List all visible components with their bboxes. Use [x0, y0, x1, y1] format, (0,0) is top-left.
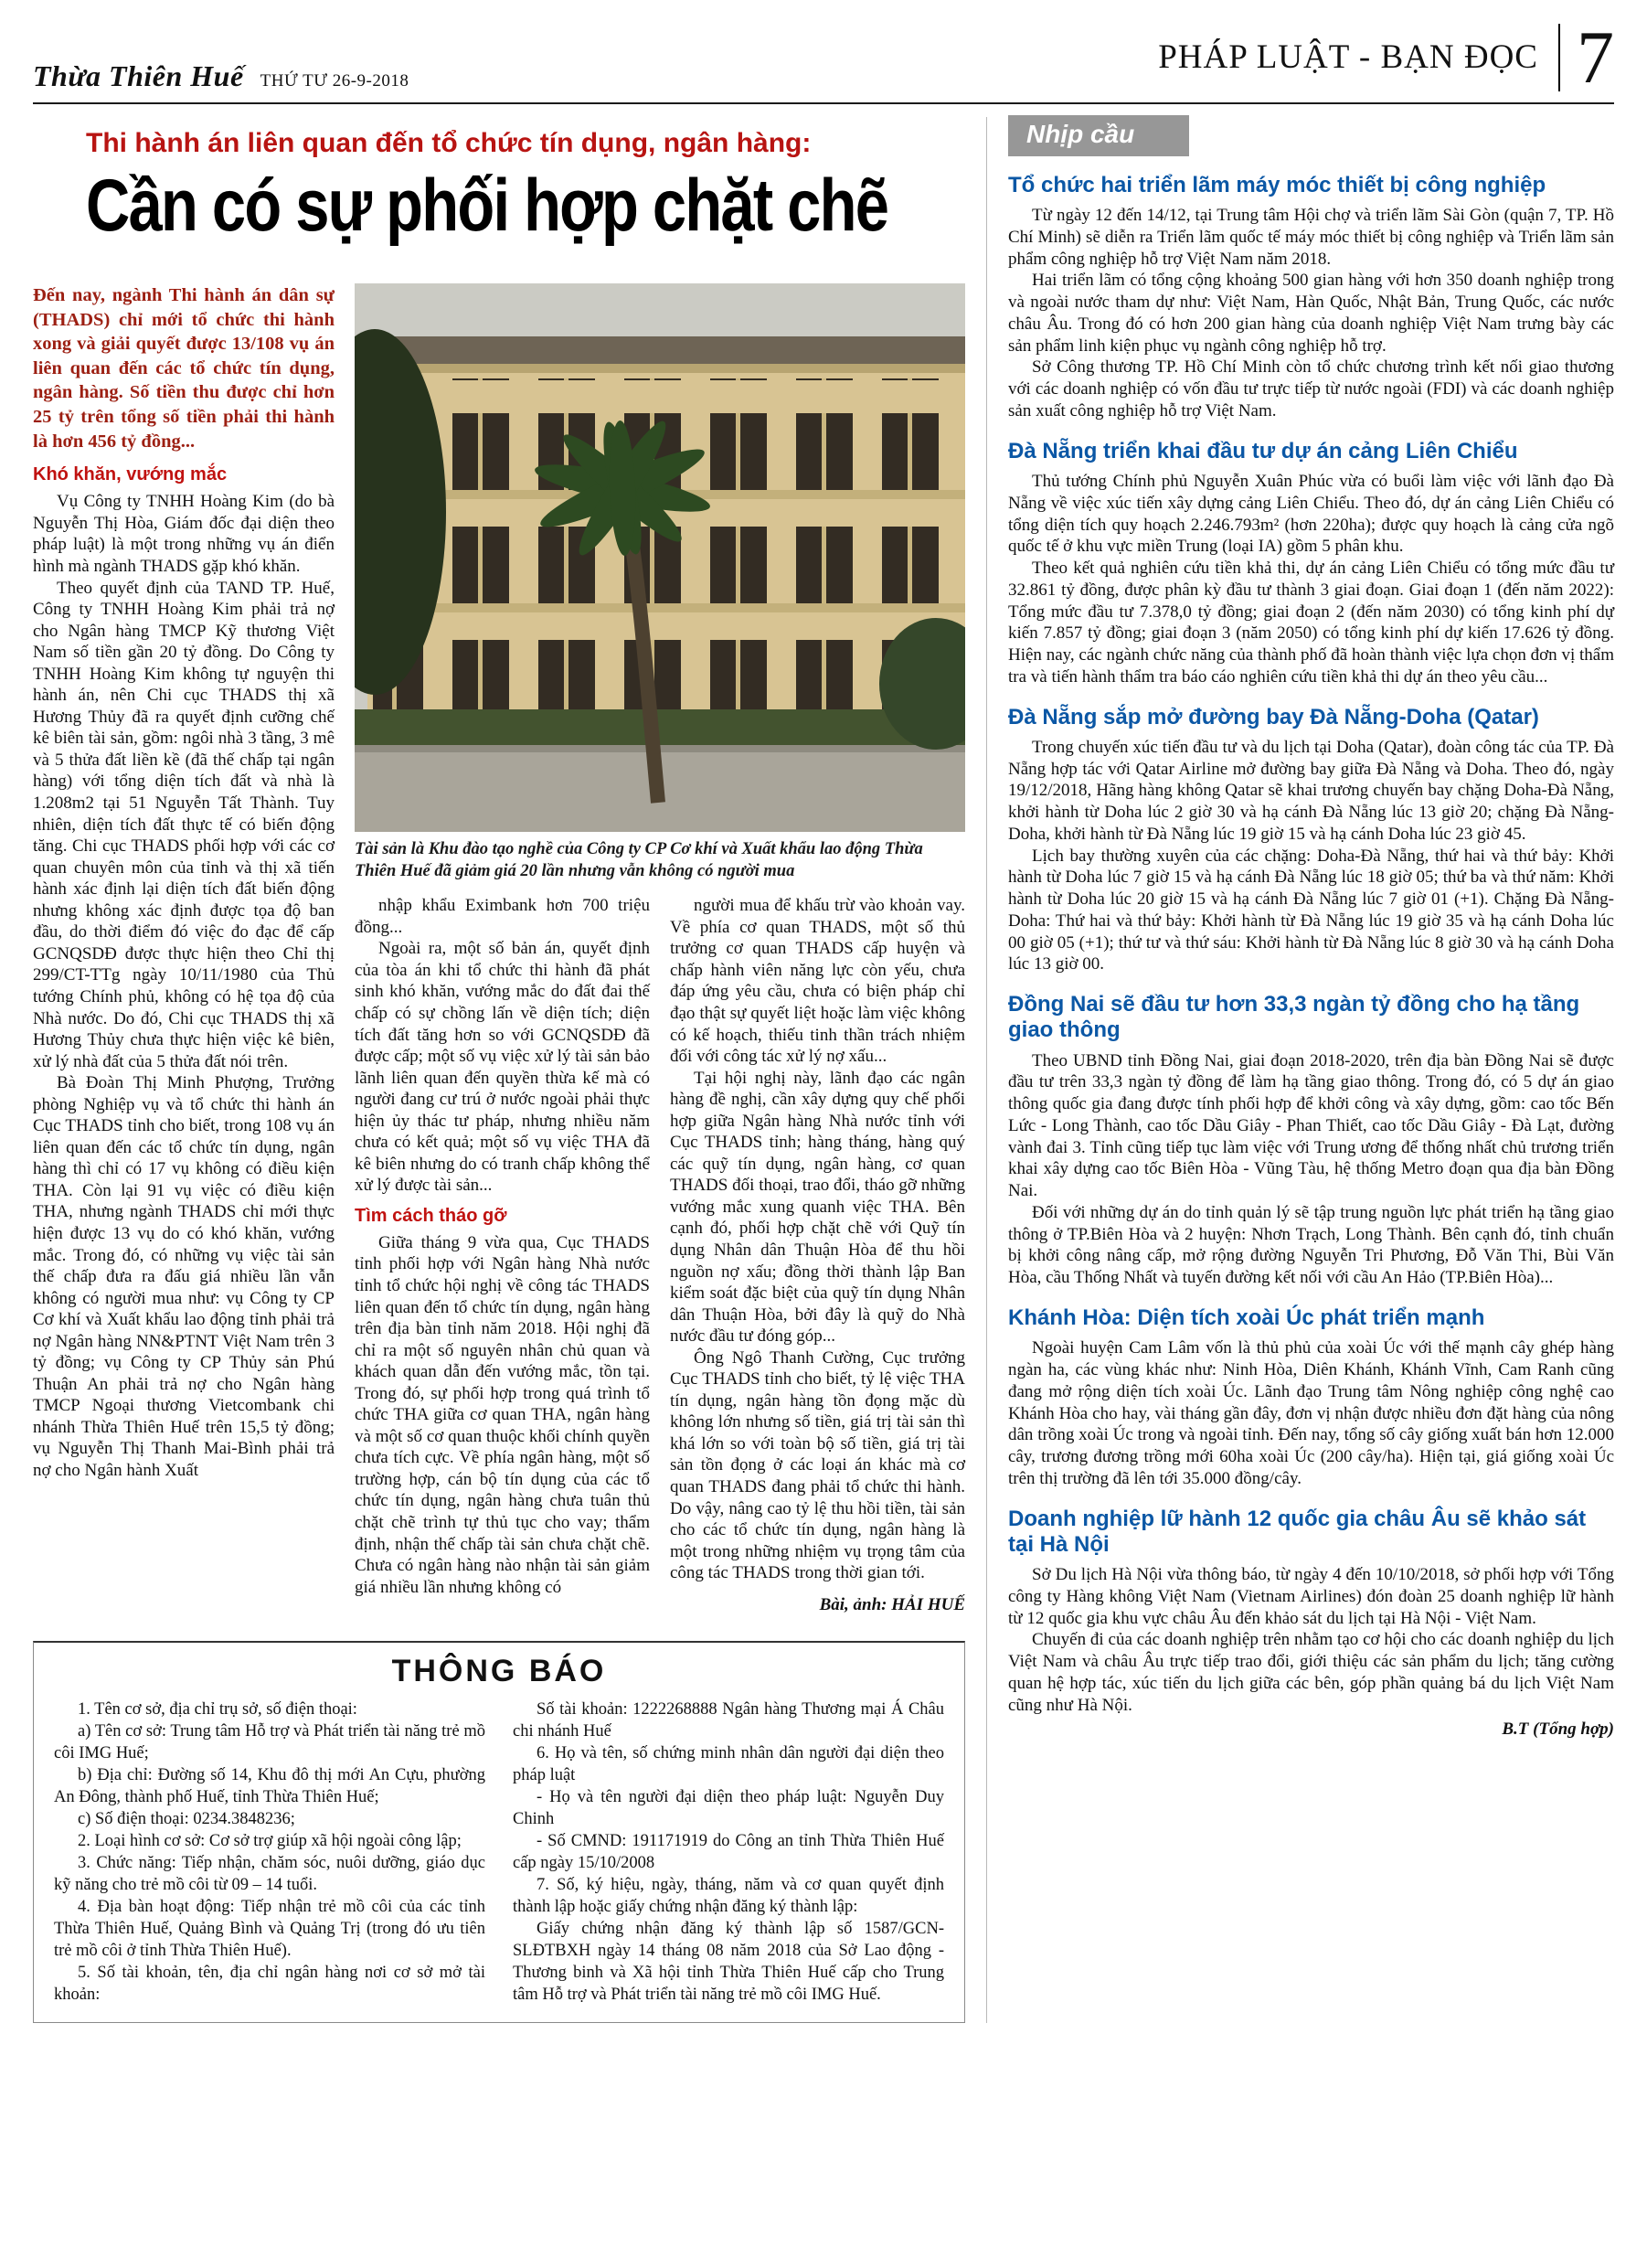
notice-item: 6. Họ và tên, số chứng minh nhân dân người đại diện theo pháp luật	[513, 1743, 944, 1784]
paragraph: Ngoài ra, một số bản án, quyết định của tòa án khi tổ chức thi hành đã phát sinh khó khăn, vướng mắc do đất đai thế chấp có sự chồng lấn về diện tích; diện tích đất tăng hơn so với GCNQSDĐ đã được cấp; một số vụ việc xử lý tài sản bảo lãnh liên quan đến quyền thừa kế mà có người đang cư trú ở nước ngoài phải thực hiện ủy thác tư pháp, nhưng nhiều năm chưa có kết quả; một số vụ việc THA đã kê biên nhưng do có tranh chấp không thể xử lý được tài sản...	[355, 939, 650, 1196]
sidebar-article	[1008, 1507, 1614, 1741]
paragraph: Lịch bay thường xuyên của các chặng: Doha-Đà Nẵng, thứ hai và thứ bảy: Khởi hành từ Doha lúc 7 giờ 15 và hạ cánh Đà Nẵng lúc 18 giờ 05; thứ ba và thứ năm: Khởi hành từ Doha lúc 20 giờ 15 và hạ cánh Đà Nẵng lúc 7 giờ 01 (+1). Chặng Đà Nẵng-Doha: Thứ hai và thứ bảy: Khởi hành từ Đà Nẵng lúc 19 giờ 35 và hạ cánh Doha lúc 00 giờ 05 (+1); thứ tư và thứ sáu: Khởi hành từ Đà Nẵng lúc 8 giờ 30 và hạ cánh Doha lúc 13 giờ 00.	[1008, 846, 1614, 974]
sidebar-article	[1008, 173, 1614, 422]
notice-box	[33, 1641, 965, 2024]
sidebar-article-title: Doanh nghiệp lữ hành 12 quốc gia châu Âu sẽ khảo sát tại Hà Nội	[1008, 1506, 1587, 1557]
paragraph: Sở Công thương TP. Hồ Chí Minh còn tổ chức chương trình kết nối giao thương với các doanh nghiệp có vốn đầu tư trực tiếp từ nước ngoài (FDI) và các doanh nghiệp sản xuất công nghiệp hỗ trợ Việt Nam.	[1008, 357, 1614, 421]
sidebar-article	[1008, 1305, 1614, 1490]
notice-item: 4. Địa bàn hoạt động: Tiếp nhận trẻ mồ côi của các tỉnh Thừa Thiên Huế, Quảng Bình và Quảng Trị (trong đó ưu tiên trẻ mồ côi ở tỉnh Thừa Thiên Huế).	[54, 1898, 485, 1961]
article-body	[33, 283, 965, 1615]
notice-item: - Họ và tên người đại diện theo pháp luật: Nguyễn Duy Chinh	[513, 1787, 944, 1828]
article-column-2	[355, 895, 650, 1615]
sidebar-badge: Nhịp cầu	[1008, 115, 1189, 156]
issue-date: THỨ TƯ 26-9-2018	[260, 70, 409, 91]
sidebar-article-title: Đồng Nai sẽ đầu tư hơn 33,3 ngàn tỷ đồng cho hạ tầng giao thông	[1008, 992, 1580, 1043]
paragraph: Hai triển lãm có tổng cộng khoảng 500 gian hàng với hơn 350 doanh nghiệp trong và ngoài nước tham dự như: Việt Nam, Hàn Quốc, Nhật Bản, Trung Quốc, các nước châu Âu. Trong đó có hơn 200 gian hàng của doanh nghiệp Việt Nam trưng bày các sản phẩm linh kiện phục vụ ngành công nghiệp hỗ trợ.	[1008, 271, 1614, 356]
masthead-block	[33, 59, 409, 93]
photo-illustration	[355, 283, 965, 832]
sidebar-article-title: Khánh Hòa: Diện tích xoài Úc phát triển mạnh	[1008, 1304, 1485, 1330]
notice-column-left	[54, 1698, 485, 2007]
photo-caption: Tài sản là Khu đào tạo nghề của Công ty CP Cơ khí và Xuất khẩu lao động Thừa Thiên Huế đã giảm giá 20 lần nhưng vẫn không có người mua	[355, 839, 923, 880]
paragraph: Ông Ngô Thanh Cường, Cục trưởng Cục THADS tỉnh cho biết, tỷ lệ việc THA tín dụng, ngân hàng tồn đọng mặc dù không lớn nhưng số tiền, giá trị tài sản thì khá lớn so với toàn bộ số tiền, giá trị tài sản tồn đọng ở các loại án khác mà cơ quan THADS đang phải tổ chức thi hành. Do vậy, nâng cao tỷ lệ thu hồi tiền, tài sản cho các tổ chức tín dụng, ngân hàng là một trong những nhiệm vụ trọng tâm của công tác THADS trong thời gian tới.	[670, 1347, 965, 1583]
article-lead: Đến nay, ngành Thi hành án dân sự (THADS) chỉ mới tổ chức thi hành xong và giải quyết được 13/108 vụ án liên quan đến các tổ chức tín dụng, ngân hàng. Số tiền thu được chỉ hơn 25 tỷ trên tổng số tiền phải thi hành là hơn 456 tỷ đồng...	[33, 284, 335, 452]
paragraph: nhập khẩu Eximbank hơn 700 triệu đồng...	[355, 896, 650, 937]
pagenum-divider	[1558, 24, 1560, 91]
paragraph: Trong chuyến xúc tiến đầu tư và du lịch tại Doha (Qatar), đoàn công tác của TP. Đà Nẵng hợp tác với Qatar Airline mở đường bay giữa Đà Nẵng và Doha. Theo đó, ngày 19/12/2018, Hãng hàng không Qatar sẽ khai trương chuyến bay chặng Doha-Đà Nẵng, khởi hành từ Doha lúc 2 giờ 30 và hạ cánh Đà Nẵng lúc 13 giờ 20; chặng Đà Nẵng-Doha, khởi hành từ Đà Nẵng lúc 19 giờ 15 và hạ cánh Doha lúc 23 giờ 45.	[1008, 737, 1614, 844]
paragraph: Thủ tướng Chính phủ Nguyễn Xuân Phúc vừa có buổi làm việc với lãnh đạo Đà Nẵng về việc xúc tiến xây dựng cảng Liên Chiểu. Theo đó, dự án cảng Liên Chiểu có tổng diện tích quy hoạch 2.246.793m² (hơn 220ha); được quy hoạch là cảng cửa ngõ quốc tế ở khu vực miền Trung (loại IA) gồm 5 phân khu.	[1008, 472, 1614, 557]
article-byline: Bài, ảnh: HẢI HUẾ	[819, 1594, 965, 1614]
sidebar-article	[1008, 439, 1614, 688]
paragraph: người mua để khấu trừ vào khoản vay. Về phía cơ quan THADS, một số thủ trưởng cơ quan THADS cấp huyện và chấp hành viên năng lực còn yếu, chưa đáp ứng yêu cầu, chưa có biện pháp chỉ đạo thật sự quyết liệt hoặc làm việc không có kế hoạch, thiếu tinh thần trách nhiệm đối với công tác xử lý nợ xấu...	[670, 896, 965, 1067]
article-right-area	[355, 283, 965, 1615]
sidebar-article-title: Đà Nẵng triển khai đầu tư dự án cảng Liên Chiểu	[1008, 438, 1518, 463]
page-number: 7	[1577, 16, 1614, 99]
paragraph: Vụ Công ty TNHH Hoàng Kim (do bà Nguyễn Thị Hòa, Giám đốc đại diện theo pháp luật) là một trong những vụ án điển hình mà ngành THADS gặp khó khăn.	[33, 492, 335, 577]
article-column-1	[33, 283, 335, 1615]
paragraph: Tại hội nghị này, lãnh đạo các ngân hàng đề nghị, cần xây dựng quy chế phối hợp giữa Ngân hàng Nhà nước tỉnh với Cục THADS tỉnh; hàng tháng, hàng quý các quỹ tín dụng, ngân hàng, cơ quan THADS đối thoại, trao đổi, tháo gỡ những vướng mắc xung quanh việc THA. Bên cạnh đó, phối hợp chặt chẽ với Quỹ tín dụng Nhân dân Thuận Hòa để thu hồi nguồn nợ xấu; đồng thời thành lập Ban kiểm soát đặc biệt của quỹ tín dụng Nhân dân Thuận Hòa, bởi đây là quỹ do Nhà nước đầu tư đóng góp...	[670, 1068, 965, 1347]
sidebar-nhip-cau	[1008, 113, 1614, 2024]
notice-columns	[54, 1698, 944, 2007]
article-lower-columns	[355, 895, 965, 1615]
paragraph: Theo kết quả nghiên cứu tiền khả thi, dự án cảng Liên Chiểu có tổng mức đầu tư 32.861 tỷ đồng, được phân kỳ đầu tư thành 3 giai đoạn. Giai đoạn 1 (đến năm 2022): Tổng mức đầu tư 7.378,0 tỷ đồng; giai đoạn 2 (đến năm 2030) có tổng kinh phí dự kiến 7.857 tỷ đồng; giai đoạn 3 (năm 2050) có tổng kinh phí dự kiến 17.626 tỷ đồng. Hiện nay, các ngành chức năng của thành phố đã hoàn thành việc lựa chọn đơn vị thẩm tra và tiến hành thẩm tra báo cáo nghiên cứu tiền khả thi dự án theo yêu cầu...	[1008, 559, 1614, 687]
page-header	[33, 16, 1614, 104]
article-kicker: Thi hành án liên quan đến tổ chức tín dụng, ngân hàng:	[86, 127, 812, 158]
paragraph: Giữa tháng 9 vừa qua, Cục THADS tỉnh phối hợp với Ngân hàng Nhà nước tỉnh tổ chức hội nghị về công tác THADS liên quan đến tổ chức tín dụng, ngân hàng trên địa bàn tỉnh năm 2018. Hội nghị đã chỉ ra một số nguyên nhân chủ quan và khách quan dẫn đến vướng mắc, tồn tại. Trong đó, sự phối hợp trong quá trình tổ chức THA giữa cơ quan THA, ngân hàng và một số cơ quan thuộc khối chính quyền chưa tích cực. Về phía ngân hàng, một số trường hợp, cán bộ tín dụng của các tổ chức tín dụng, ngân hàng chưa tuân thủ chặt chẽ trình tự thủ tục cho vay; thẩm định, nhận thế chấp tài sản chưa chặt chẽ. Chưa có ngân hàng nào nhận tài sản giảm giá nhiều lần nhưng không có	[355, 1232, 650, 1597]
notice-item: 7. Số, ký hiệu, ngày, tháng, năm và cơ quan quyết định thành lập hoặc giấy chứng nhận đăng ký thành lập:	[513, 1876, 944, 1917]
column-divider	[986, 117, 987, 2024]
section-title: PHÁP LUẬT - BẠN ĐỌC	[1158, 38, 1538, 77]
article-column-3	[670, 895, 965, 1615]
notice-item: 5. Số tài khoản, tên, địa chỉ ngân hàng nơi cơ sở mở tài khoản:	[54, 1964, 485, 2005]
article-subhead-1: Khó khăn, vướng mắc	[33, 464, 228, 485]
content-area	[33, 113, 1614, 2024]
paragraph: Theo UBND tỉnh Đồng Nai, giai đoạn 2018-2020, trên địa bàn Đồng Nai sẽ được đầu tư trên 33,3 ngàn tỷ đồng để làm hạ tầng giao thông. Trong đó, có 5 dự án giao thông quốc gia đang được tính phối hợp để khởi công và xây dựng, gồm: cao tốc Bến Lức - Long Thành, cao tốc Dầu Giây - Phan Thiết, cao tốc Dầu Giây - Đà Lạt, đường vành đai 3. Tỉnh cũng tiếp tục làm việc với Trung ương để thống nhất chủ trương triển khai xây dựng cao tốc Biên Hòa - Vũng Tàu, hệ thống Metro đoạn qua địa bàn Đồng Nai.	[1008, 1050, 1614, 1201]
sidebar-article-title: Tổ chức hai triển lãm máy móc thiết bị công nghiệp	[1008, 172, 1546, 197]
sidebar-article	[1008, 992, 1614, 1289]
notice-item: 2. Loại hình cơ sở: Cơ sở trợ giúp xã hội ngoài công lập;	[78, 1832, 462, 1851]
paragraph: Ngoài huyện Cam Lâm vốn là thủ phủ của xoài Úc với thế mạnh cây ghép hàng ngàn ha, các vùng khác như: Ninh Hòa, Diên Khánh, Khánh Vĩnh, Cam Ranh cũng đang mở rộng diện tích xoài Úc. Lãnh đạo Trung tâm Nông nghiệp công nghệ cao Khánh Hòa cho hay, vài tháng gần đây, đơn vị nhận được nhiều đơn đặt hàng của nông dân trồng xoài Úc trong và ngoài tỉnh. Đến nay, tổng số cây giống xuất bán hơn 12.000 cây, trương đương trồng mới 60ha xoài Úc (200 cây/ha). Hiện tại, giá giống xoài Úc trên thị trường đã lên tới 35.000 đồng/cây.	[1008, 1338, 1614, 1488]
notice-item: 3. Chức năng: Tiếp nhận, chăm sóc, nuôi dưỡng, giáo dục kỹ năng cho trẻ mồ côi từ 09 – 14 tuổi.	[54, 1854, 485, 1895]
paragraph: Đối với những dự án do tỉnh quản lý sẽ tập trung nguồn lực phát triển hạ tầng giao thông ở TP.Biên Hòa và 2 huyện: Nhơn Trạch, Long Thành. Bên cạnh đó, tỉnh chuẩn bị khởi công nâng cấp, mở rộng đường Nguyễn Tri Phương, Đỗ Văn Thi, Bùi Văn Hòa, cầu Thống Nhất và tuyến đường kết nối với cầu An Hảo (TP.Biên Hòa)...	[1008, 1202, 1614, 1288]
notice-column-right	[513, 1698, 944, 2007]
section-block	[1158, 16, 1614, 99]
paragraph: Sở Du lịch Hà Nội vừa thông báo, từ ngày 4 đến 10/10/2018, sở phối hợp với Tổng công ty Hàng không Việt Nam (Vietnam Airlines) đón đoàn 25 doanh nghiệp lữ hành từ 12 quốc gia khu vực châu Âu đến khảo sát du lịch tại Hà Nội - Việt Nam.	[1008, 1565, 1614, 1628]
sidebar-byline: B.T (Tổng hợp)	[1502, 1720, 1614, 1740]
notice-item: c) Số điện thoại: 0234.3848236;	[78, 1809, 295, 1828]
sidebar-article	[1008, 705, 1614, 976]
article-subhead-2: Tìm cách tháo gỡ	[355, 1205, 507, 1226]
notice-item: b) Địa chỉ: Đường số 14, Khu đô thị mới An Cựu, phường An Đông, thành phố Huế, tỉnh Thừa Thiên Huế;	[54, 1765, 485, 1806]
notice-item: a) Tên cơ sở: Trung tâm Hỗ trợ và Phát triển tài năng trẻ mồ côi IMG Huế;	[54, 1721, 485, 1762]
notice-title: THÔNG BÁO	[391, 1653, 607, 1688]
article-photo	[355, 283, 965, 832]
paragraph: Chuyến đi của các doanh nghiệp trên nhằm tạo cơ hội cho các doanh nghiệp du lịch Việt Nam và châu Âu trực tiếp trao đổi, giới thiệu các sản phẩm du lịch; tăng cường quan hệ hợp tác, xúc tiến du lịch giữa các bên, góp phần quảng bá du lịch Việt Nam cũng như Hà Nội.	[1008, 1630, 1614, 1715]
notice-item: Giấy chứng nhận đăng ký thành lập số 1587/GCN-SLĐTBXH ngày 14 tháng 08 năm 2018 của Sở Lao động - Thương binh và Xã hội tỉnh Thừa Thiên Huế cấp cho Trung tâm Hỗ trợ và Phát triển tài năng trẻ mồ côi IMG Huế.	[513, 1920, 944, 2005]
masthead-title: Thừa Thiên Huế	[33, 59, 244, 92]
paragraph: Theo quyết định của TAND TP. Huế, Công ty TNHH Hoàng Kim phải trả nợ cho Ngân hàng TMCP Kỹ thương Việt Nam số tiền gần 20 tỷ đồng. Do Công ty TNHH Hoàng Kim không tự nguyện thi hành án, nên Chi cục THADS thị xã Hương Thủy đã ra quyết định cưỡng chế kê biên tài sản, gồm: ngôi nhà 3 tầng, 3 mê và 5 thửa đất liền kề (đã thế chấp tại ngân hàng) với tổng diện tích đất và nhà là 1.208m2 tại 51 Nguyễn Tất Thành. Tuy nhiên, diện tích đất thực tế có biến động tăng. Chi cục THADS phối hợp với các cơ quan chuyên môn của tỉnh và thị xã tiến hành xác định lại diện tích đất biến động nhưng không xác định được tọa độ ban đầu, do thời điểm đó việc đo đạc để cấp GCNQSDĐ được thực hiện theo Chỉ thị 299/CT-TTg ngày 10/11/1980 của Thủ tướng Chính phủ, không có hệ tọa độ của Nhà nước. Do đó, Chi cục THADS thị xã Hương Thủy chưa thực hiện việc kê biên, xử lý nhà đất của 5 thửa đất nói trên.	[33, 578, 335, 1071]
paragraph: Từ ngày 12 đến 14/12, tại Trung tâm Hội chợ và triển lãm Sài Gòn (quận 7, TP. Hồ Chí Minh) sẽ diễn ra Triển lãm quốc tế máy móc thiết bị công nghiệp và Triển lãm sản phẩm công nghiệp hỗ trợ Việt Nam năm 2018.	[1008, 206, 1614, 269]
notice-item: - Số CMND: 191171919 do Công an tỉnh Thừa Thiên Huế cấp ngày 15/10/2008	[513, 1832, 944, 1873]
notice-item: 1. Tên cơ sở, địa chỉ trụ sở, số điện thoại:	[78, 1699, 357, 1719]
sidebar-article-title: Đà Nẵng sắp mở đường bay Đà Nẵng-Doha (Qatar)	[1008, 704, 1539, 729]
main-column	[33, 113, 965, 2024]
notice-item: Số tài khoản: 1222268888 Ngân hàng Thương mại Á Châu chi nhánh Huế	[513, 1699, 944, 1741]
paragraph: Bà Đoàn Thị Minh Phượng, Trưởng phòng Nghiệp vụ và tổ chức thi hành án Cục THADS tỉnh cho biết, trong 108 vụ án liên quan đến các tổ chức tín dụng, ngân hàng thì chỉ có 17 vụ không có điều kiện THA. Còn lại 91 vụ việc có điều kiện THA, nhưng ngành THADS chỉ mới thực hiện được 13 vụ do có khó khăn, vướng mắc. Trong đó, có những vụ việc tài sản thế chấp đưa ra đấu giá nhiều lần vẫn không có người mua như: vụ Công ty CP Cơ khí và Xuất khẩu lao động tỉnh phải trả nợ Ngân hàng NN&PTNT Việt Nam trên 3 tỷ đồng; vụ Công ty CP Thủy sản Phú Thuận An phải trả nợ cho Ngân hàng TMCP Ngoại thương Vietcombank chi nhánh Thừa Thiên Huế trên 15,5 tỷ đồng; vụ Nguyễn Thị Thanh Mai-Bình phải trả nợ cho Ngân hành Xuất	[33, 1073, 335, 1480]
article-headline: Cần có sự phối hợp chặt chẽ	[86, 164, 888, 247]
